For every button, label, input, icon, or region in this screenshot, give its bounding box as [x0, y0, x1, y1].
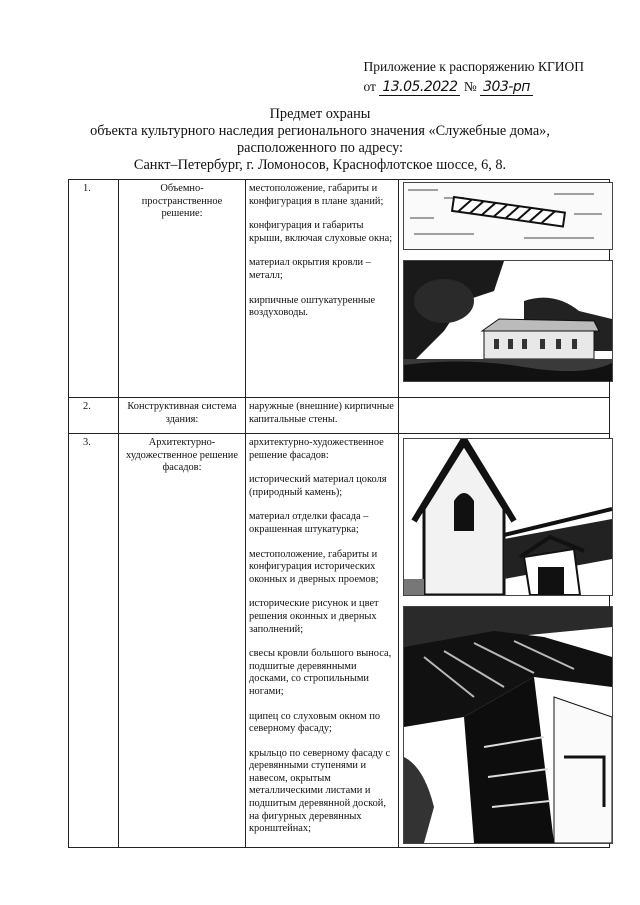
table-row [69, 398, 610, 434]
order-number: 303-рп [480, 79, 533, 96]
appendix-header [363, 58, 584, 96]
row-description [246, 398, 399, 434]
document-title [0, 106, 640, 174]
list-item: крыльцо по северному фасаду с деревянными ступенями и навесом, окрытым металлическими листами и подшитым деревянной доской, на фигурных деревянных кронштейнах; [249, 747, 391, 835]
list-item: местоположение, габариты и конфигурация исторических оконных и дверных проемов; [249, 548, 379, 585]
title-line-4: Санкт–Петербург, г. Ломоносов, Краснофлотское шоссе, 6, 8. [133, 157, 507, 173]
list-item: кирпичные оштукатуренные воздуховоды. [249, 294, 376, 319]
row-number: 1. [69, 180, 119, 398]
list-item: свесы кровли большого выноса, подшитые деревянными досками, со стропильными ногами; [249, 648, 392, 697]
title-line-1: Предмет охраны [269, 106, 371, 122]
table-row [69, 434, 610, 848]
from-prefix: от [363, 79, 376, 94]
list-item: наружные (внешние) кирпичные капитальные стены. [249, 401, 394, 425]
facade-gable-photo [403, 438, 613, 596]
list-item: архитектурно-художественное решение фасадов: [249, 437, 384, 461]
site-plan-image [403, 182, 613, 250]
row-description [246, 180, 399, 398]
row-name: Конструктивная система здания: [119, 398, 246, 434]
row-images-empty [399, 398, 610, 434]
order-date: 13.05.2022 [379, 79, 460, 96]
table-row [69, 180, 610, 398]
title-line-3: расположенного по адресу: [236, 140, 404, 156]
list-item: щипец со слуховым окном по северному фасаду; [249, 710, 381, 735]
building-photo [403, 260, 613, 382]
row-name: Объемно-пространственное решение: [119, 180, 246, 398]
row-images [399, 180, 610, 398]
row-number: 3. [69, 434, 119, 848]
protection-subject-table [68, 179, 610, 848]
row-images [399, 434, 610, 848]
row-number: 2. [69, 398, 119, 434]
list-item: материал окрытия кровли – металл; [249, 257, 371, 281]
number-prefix: № [463, 79, 477, 94]
list-item: исторический материал цоколя (природный камень); [249, 474, 387, 498]
row-description [246, 434, 399, 848]
list-item: конфигурация и габариты крыши, включая слуховые окна; [249, 220, 393, 244]
appendix-line: Приложение к распоряжению КГИОП [363, 59, 584, 74]
list-item: местоположение, габариты и конфигурация в плане зданий; [249, 183, 384, 207]
order-date-number [363, 78, 584, 96]
row-name: Архитектурно-художественное решение фасадов: [119, 434, 246, 848]
title-line-2: объекта культурного наследия регионального значения «Служебные дома», [90, 123, 550, 139]
list-item: материал отделки фасада – окрашенная штукатурка; [249, 511, 369, 535]
eaves-detail-photo [403, 606, 613, 844]
list-item: исторические рисунок и цвет решения оконных и дверных заполнений; [249, 598, 379, 635]
